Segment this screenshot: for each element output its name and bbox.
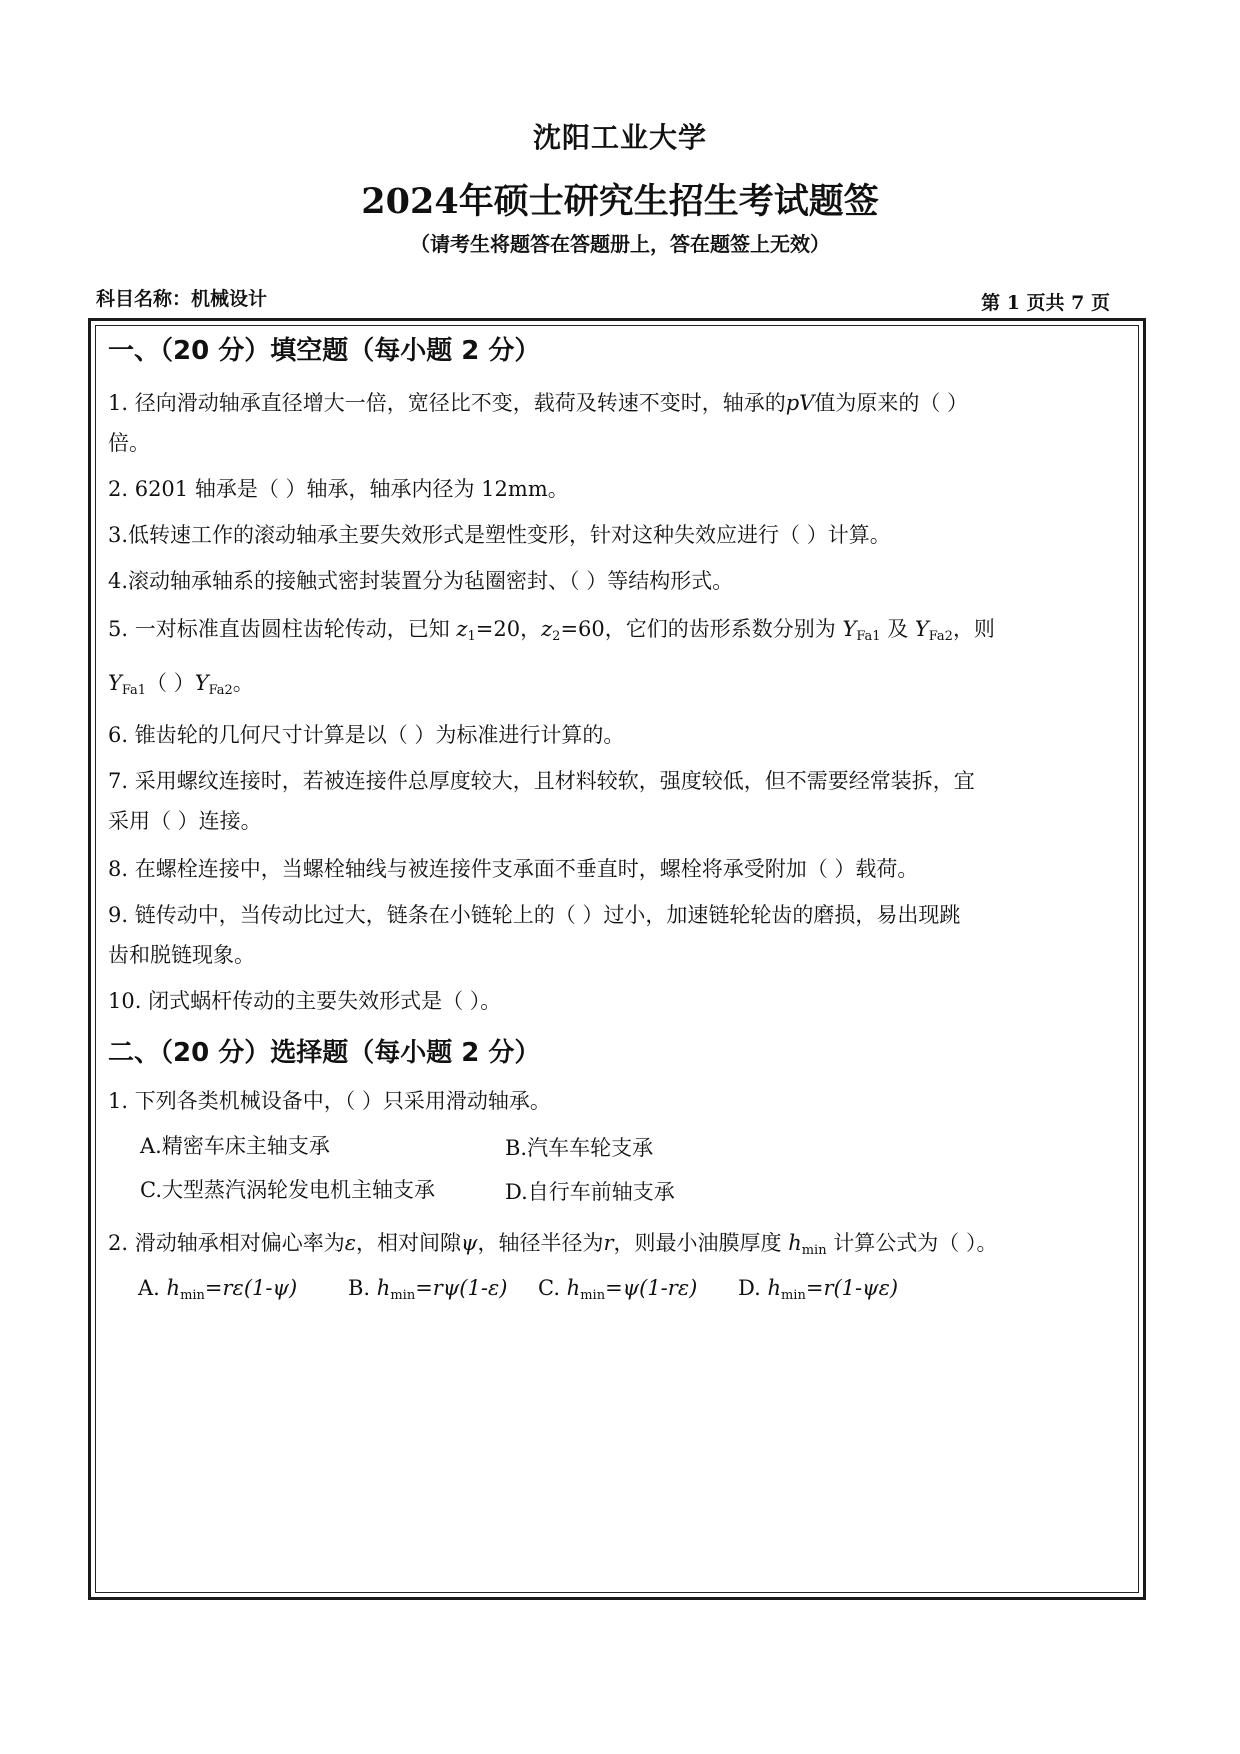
s2-q1-option-b: B.汽车车轮支承 — [505, 1136, 654, 1160]
s2-q1-option-a: A.精密车床主轴支承 — [140, 1134, 330, 1158]
option-h: h — [376, 1276, 391, 1300]
s1-q5-text-c: =60，它们的齿形系数分别为 — [560, 617, 836, 641]
exam-title: 2024年硕士研究生招生考试题签 — [361, 181, 879, 222]
s2-q1: 1. 下列各类机械设备中，（ ）只采用滑动轴承。 — [108, 1089, 551, 1113]
s1-q5-l2-fa1: Fa1 — [121, 683, 147, 698]
s1-q3: 3.低转速工作的滚动轴承主要失效形式是塑性变形，针对这种失效应进行（ ）计算。 — [108, 523, 891, 547]
option-sub: min — [180, 1288, 205, 1303]
s2-q2-text-b: ，相对间隙 — [356, 1231, 461, 1255]
s1-q5-y2: Y — [914, 617, 929, 641]
s2-q2-text-a: 2. 滑动轴承相对偏心率为 — [108, 1231, 345, 1255]
option-h: h — [767, 1276, 781, 1300]
option-label: D. — [738, 1276, 768, 1300]
s2-q2-option-d — [738, 1276, 898, 1303]
s1-q7-line1: 7. 采用螺纹连接时，若被连接件总厚度较大，且材料较软，强度较低，但不需要经常装拆，宜 — [108, 769, 975, 793]
s2-q2-text-d: ，则最小油膜厚度 — [613, 1231, 782, 1255]
option-sub: min — [780, 1288, 806, 1303]
s2-q2-r: r — [603, 1231, 614, 1255]
s1-q8: 8. 在螺栓连接中，当螺栓轴线与被连接件支承面不垂直时，螺栓将承受附加（ ）载荷。 — [108, 857, 919, 881]
s2-q2-text-e: 计算公式为（ ）。 — [833, 1231, 998, 1255]
s1-q1-pv: pV — [785, 391, 815, 415]
s1-q6: 6. 锥齿轮的几何尺寸计算是以（ ）为标准进行计算的。 — [108, 723, 625, 747]
option-h: h — [566, 1276, 581, 1300]
s1-q5-z1: z — [456, 617, 468, 641]
s1-q5-l2-end: 。 — [232, 671, 254, 695]
s1-q4: 4.滚动轴承轴系的接触式密封装置分为毡圈密封、（ ）等结构形式。 — [108, 569, 734, 593]
s1-q1-text-b: 值为原来的（ ） — [814, 391, 969, 415]
s2-q1-option-c: C.大型蒸汽涡轮发电机主轴支承 — [140, 1178, 435, 1202]
s1-q5-and: 及 — [887, 617, 909, 641]
s1-q7-line2: 采用（ ）连接。 — [108, 809, 262, 833]
s2-q2-h: h — [788, 1231, 802, 1255]
s1-q5-line1 — [108, 614, 995, 652]
option-expr: =rε(1-ψ) — [204, 1276, 298, 1300]
s1-q5-l2-y2: Y — [194, 671, 209, 695]
s1-q5-text-d: ，则 — [952, 617, 995, 641]
s1-q5-l2-y1: Y — [108, 671, 122, 695]
s1-q5-text-b: =20， — [475, 617, 542, 641]
option-h: h — [166, 1276, 181, 1300]
option-label: C. — [538, 1276, 567, 1300]
s2-q1-option-d: D.自行车前轴支承 — [505, 1180, 675, 1204]
s1-q5-z2-sub: 2 — [552, 629, 561, 644]
option-expr: =rψ(1-ε) — [415, 1276, 508, 1300]
s1-q5-y1: Y — [842, 617, 857, 641]
s1-q5-fa2: Fa2 — [928, 629, 953, 644]
s2-q2-option-b — [348, 1276, 507, 1303]
s2-q2-option-a — [138, 1276, 297, 1303]
s2-q2-text-c: ，轴径半径为 — [477, 1231, 604, 1255]
s1-q5-line2 — [108, 668, 254, 706]
s1-q5-fa1: Fa1 — [856, 629, 881, 644]
section2-heading: 二、（20 分）选择题（每小题 2 分） — [108, 1038, 541, 1068]
option-sub: min — [390, 1288, 416, 1303]
s2-q2-psi: ψ — [461, 1231, 478, 1255]
s1-q1-text-a: 1. 径向滑动轴承直径增大一倍，宽径比不变，载荷及转速不变时，轴承的 — [108, 391, 786, 415]
s1-q5-l2-fa2: Fa2 — [208, 683, 233, 698]
s2-q2-epsilon: ε — [344, 1231, 356, 1255]
s1-q9-line2: 齿和脱链现象。 — [108, 943, 255, 967]
s1-q1-line2: 倍。 — [108, 431, 150, 455]
s2-q2-min: min — [801, 1243, 827, 1258]
s1-q5-l2-blank: （ ） — [146, 671, 195, 695]
page-indicator: 第 1 页共 7 页 — [981, 292, 1110, 314]
s1-q9-line1: 9. 链传动中，当传动比过大，链条在小链轮上的（ ）过小，加速链轮轮齿的磨损，易出现跳 — [108, 903, 961, 927]
exam-instruction: （请考生将题答在答题册上，答在题签上无效） — [410, 232, 830, 256]
option-label: B. — [348, 1276, 377, 1300]
option-sub: min — [580, 1288, 606, 1303]
s1-q1-line1 — [108, 388, 968, 418]
subject-name: 科目名称：机械设计 — [96, 288, 268, 310]
section1-heading: 一、（20 分）填空题（每小题 2 分） — [108, 336, 541, 366]
university-name: 沈阳工业大学 — [532, 121, 707, 154]
s1-q2: 2. 6201 轴承是（ ）轴承，轴承内径为 12mm。 — [108, 477, 569, 501]
option-expr: =r(1-ψε) — [805, 1276, 899, 1300]
s1-q10: 10. 闭式蜗杆传动的主要失效形式是（ ）。 — [108, 989, 502, 1013]
s1-q5-z1-sub: 1 — [467, 629, 476, 644]
s1-q5-text-a: 5. 一对标准直齿圆柱齿轮传动，已知 — [108, 617, 450, 641]
s1-q5-z2: z — [541, 617, 553, 641]
s2-q2-option-c — [538, 1276, 697, 1303]
option-expr: =ψ(1-rε) — [605, 1276, 698, 1300]
option-label: A. — [138, 1276, 167, 1300]
s2-q2 — [108, 1228, 997, 1266]
